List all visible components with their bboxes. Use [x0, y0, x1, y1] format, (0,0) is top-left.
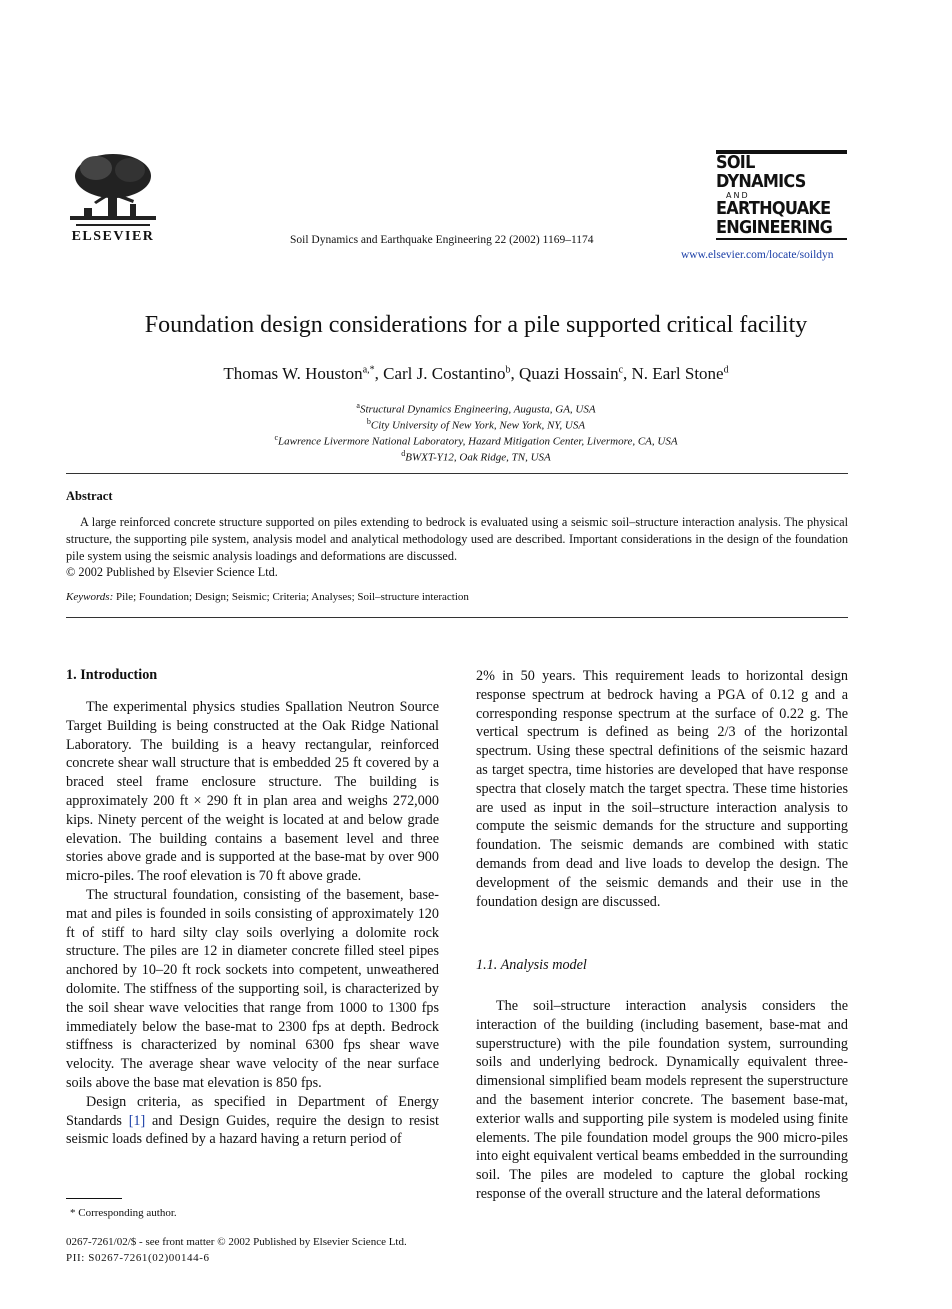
pii-line: PII: S0267-7261(02)00144-6: [66, 1252, 210, 1264]
author-sep: ,: [374, 364, 384, 383]
copyright-line: © 2002 Published by Elsevier Science Ltd.: [66, 565, 278, 579]
affiliation: [0, 417, 952, 432]
body-paragraph: 2% in 50 years. This requirement leads to horizontal design response spectrum at bedrock having a PGA of 0.12 g and a corresponding response spectrum at the surface of 0.22 g. The vertical spectrum is defined as being 2/3 of the horizontal spectrum. Using these spectral definitions of the seismic hazard as target spectra, time histories are developed that have response spectra that closely match the target spectra. These time histories are used as input in the soil–structure interaction analysis to compute the seismic demands for the structure and supporting foundation. The seismic demands are combined with static demands from dead and live loads to develop the design. The development of the seismic demands and their use in the foundation design are discussed.: [476, 668, 848, 910]
author-name: Quazi Hossain: [518, 364, 619, 383]
footnote-rule: [66, 1198, 122, 1199]
front-matter: 0267-7261/02/$ - see front matter © 2002 Published by Elsevier Science Ltd.: [66, 1236, 407, 1248]
body-paragraph: The experimental physics studies Spallation Neutron Source Target Building is being constructed at the Oak Ridge National Laboratory. The building is a heavy rectangular, reinforced concrete shear wall structure that is embedded 25 ft covered by a braced steel frame enclosure structure. The building is approximately 200 ft × 290 ft in plan area and weighs 272,000 kips. Ninety percent of the weight is located at and below grade elevation. The building contains a basement level and three stories above grade and is supported at the base-mat by over 900 micro-piles. The roof elevation is 70 ft above grade.: [66, 699, 439, 885]
affiliation: [0, 433, 952, 448]
abstract-body: A large reinforced concrete structure supported on piles extending to bedrock is evaluated using a seismic soil–structure interaction analysis. The physical structure, the supporting pile system, analysis model and analytical methodology used are described. Important considerations in the design of the foundation pile system using the seismic analysis loadings and deformations are discussed.: [66, 515, 848, 563]
author-sep: ,: [510, 364, 519, 383]
affiliation-text: BWXT-Y12, Oak Ridge, TN, USA: [405, 451, 551, 464]
paper-title: Foundation design considerations for a pile supported critical facility: [144, 312, 808, 338]
reference-link[interactable]: [1]: [128, 1112, 146, 1129]
affiliation-sup: d: [401, 449, 406, 458]
affiliation-text: Structural Dynamics Engineering, Augusta, GA, USA: [359, 403, 596, 416]
brand-line-4: ENGINEERING: [716, 218, 833, 238]
journal-citation: Soil Dynamics and Earthquake Engineering 22 (2002) 1169–1174: [290, 234, 594, 246]
tree-logo-icon: [66, 150, 160, 232]
paragraph-text: Design criteria, as specified in Department of Energy Standards: [66, 1093, 439, 1129]
divider: [66, 473, 848, 474]
affiliation-sup: b: [366, 417, 371, 426]
left-column: [66, 698, 439, 1149]
body-paragraph: The soil–structure interaction analysis considers the interaction of the building (including basement, base-mat and superstructure) with the pile foundation system, surrounding soils and underlying bedrock. Dynamically equivalent three-dimensional simplified beam models represent the superstructure and the basement interior concrete. The basement base-mat, exterior walls and supporting pile system is modeled using finite elements. The pile foundation model groups the 900 micro-piles into eight equivalent vertical beams embedded in the surrounding soil. The piles are modeled to capture the global rocking response of the overall structure and the lateral deformations: [476, 998, 848, 1202]
keywords-label: Keywords:: [66, 591, 114, 603]
author-name: Carl J. Costantino: [383, 364, 506, 383]
author-name: Thomas W. Houston: [223, 364, 363, 383]
author-sup: b: [505, 364, 511, 376]
section-heading: 1. Introduction: [66, 667, 158, 683]
affiliation-text: City University of New York, New York, NY, USA: [370, 419, 586, 432]
author-sup: d: [723, 364, 729, 376]
keywords-line: [66, 591, 469, 603]
brand-line-1: SOIL DYNAMICS: [716, 153, 806, 192]
brand-line-2: AND: [726, 191, 750, 200]
author-list: [0, 364, 952, 384]
right-column: [476, 667, 848, 911]
journal-url-link[interactable]: www.elsevier.com/locate/soildyn: [681, 249, 834, 261]
publisher-logo: [66, 150, 160, 232]
paragraph-text: and Design Guides, require the design to resist seismic loads defined by a hazard having a return period of: [66, 1112, 439, 1148]
affiliation: [0, 401, 952, 416]
affiliation: [0, 449, 952, 464]
author-sep: ,: [623, 364, 632, 383]
author-sup: a,*: [362, 364, 375, 376]
abstract-heading: Abstract: [66, 489, 113, 503]
body-paragraph: The structural foundation, consisting of the basement, base-mat and piles is founded in soils consisting of approximately 120 ft of stiff to hard silty clay soils overlying a dolomite rock structure. The piles are 12 in diameter concrete filled steel pipes anchored by 10–20 ft rock sockets into competent, unweathered dolomite. The stiffness of the supporting soil, is characterized by the soil shear wave velocities that range from 1000 to 1300 fps immediately below the base-mat to 2300 fps at depth. Bedrock stiffness is characterized by nominal 6300 fps shear wave velocity. The average shear wave velocity of the near surface soils above the base mat elevation is 850 fps.: [66, 886, 439, 1091]
author-sup: c: [618, 364, 624, 376]
divider: [66, 617, 848, 618]
keywords-text: Pile; Foundation; Design; Seismic; Criteria; Analyses; Soil–structure interaction: [116, 591, 469, 603]
subsection-heading: 1.1. Analysis model: [476, 957, 587, 973]
publisher-name: ELSEVIER: [71, 229, 155, 244]
right-column-continued: [476, 997, 848, 1204]
affiliation-sup: c: [274, 433, 278, 442]
journal-brand-logo: [716, 150, 847, 242]
body-paragraph: [66, 1093, 439, 1149]
brand-rule-bottom: [716, 238, 847, 240]
affiliation-sup: a: [356, 401, 360, 410]
author-name: N. Earl Stone: [631, 364, 724, 383]
brand-line-3: EARTHQUAKE: [716, 199, 831, 219]
affiliation-text: Lawrence Livermore National Laboratory, Hazard Mitigation Center, Livermore, CA, USA: [278, 435, 678, 448]
footnote: * Corresponding author.: [70, 1207, 177, 1219]
